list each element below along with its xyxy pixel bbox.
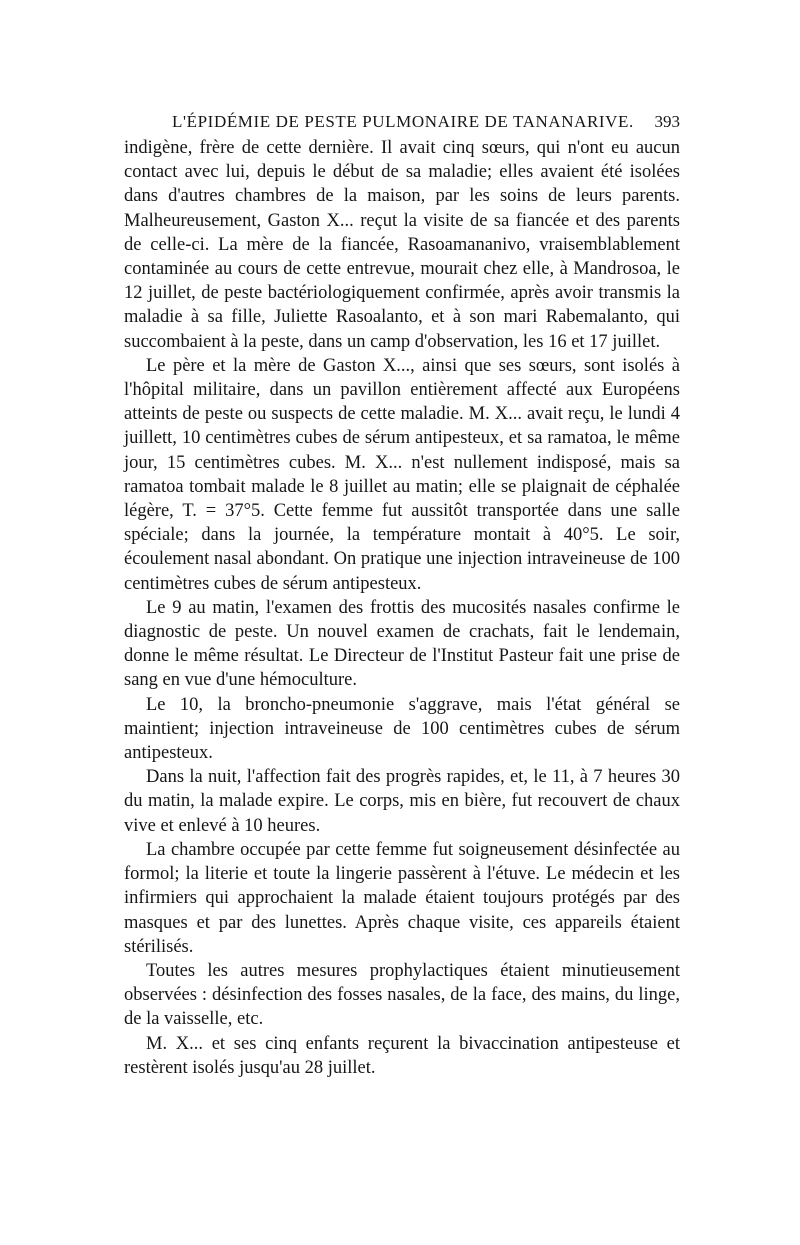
paragraph: Le 9 au matin, l'examen des frottis des mucosités nasales confirme le diagnostic de peste. Un nouvel examen de crachats, fait le lendemain, donne le même résultat. Le Directeur de l'Institut Pasteur fait une prise de sang en vue d'une hémoculture. — [124, 597, 680, 691]
paragraph: M. X... et ses cinq enfants reçurent la bivaccination antipesteuse et restèrent isolés jusqu'au 28 juillet. — [124, 1033, 680, 1078]
paragraph: indigène, frère de cette dernière. Il avait cinq sœurs, qui n'ont eu aucun contact avec lui, depuis le début de sa maladie; elles avaient été isolées dans d'autres chambres de la maison, par les soins de leurs parents. Malheureusement, Gaston X... reçut la visite de sa fiancée et des parents de celle-ci. La mère de la fiancée, Rasoamananivo, vraisemblablement contaminée au cours de cette entrevue, mourait chez elle, à Mandrosoa, le 12 juillet, de peste bactériologiquement confirmée, après avoir transmis la maladie à sa fille, Juliette Rasoalanto, et à son mari Rabemalanto, qui succombaient à la peste, dans un camp d'observation, les 16 et 17 juillet. — [124, 138, 680, 352]
running-title: L'ÉPIDÉMIE DE PESTE PULMONAIRE DE TANANARIVE. — [172, 112, 634, 131]
page-number: 393 — [654, 112, 680, 131]
paragraph: Toutes les autres mesures prophylactiques étaient minutieusement observées : désinfection des fosses nasales, de la face, des mains, du linge, de la vaisselle, etc. — [124, 960, 680, 1030]
running-header — [124, 112, 680, 132]
paragraph: La chambre occupée par cette femme fut soigneusement désinfectée au formol; la literie et toute la lingerie passèrent à l'étuve. Le médecin et les infirmiers qui approchaient la malade étaient toujours protégés par des masques et par des lunettes. Après chaque visite, ces appareils étaient stérilisés. — [124, 839, 680, 957]
book-page — [124, 112, 680, 1080]
body-text — [124, 136, 680, 1080]
paragraph: Le 10, la broncho-pneumonie s'aggrave, mais l'état général se maintient; injection intraveineuse de 100 centimètres cubes de sérum antipesteux. — [124, 694, 680, 764]
paragraph: Dans la nuit, l'affection fait des progrès rapides, et, le 11, à 7 heures 30 du matin, la malade expire. Le corps, mis en bière, fut recouvert de chaux vive et enlevé à 10 heures. — [124, 767, 680, 836]
paragraph: Le père et la mère de Gaston X..., ainsi que ses sœurs, sont isolés à l'hôpital militaire, dans un pavillon entièrement affecté aux Européens atteints de peste ou suspects de cette maladie. M. X... avait reçu, le lundi 4 juillett, 10 centimètres cubes de sérum antipesteux, et sa ramatoa, le même jour, 15 centimètres cubes. M. X... n'est nullement indisposé, mais sa ramatoa tombait malade le 8 juillet au matin; elle se plaignait de céphalée légère, T. = 37°5. Cette femme fut aussitôt transportée dans une salle spéciale; dans la journée, la température montait à 40°5. Le soir, écoulement nasal abondant. On pratique une injection intraveineuse de 100 centimètres cubes de sérum antipesteux. — [124, 355, 680, 594]
